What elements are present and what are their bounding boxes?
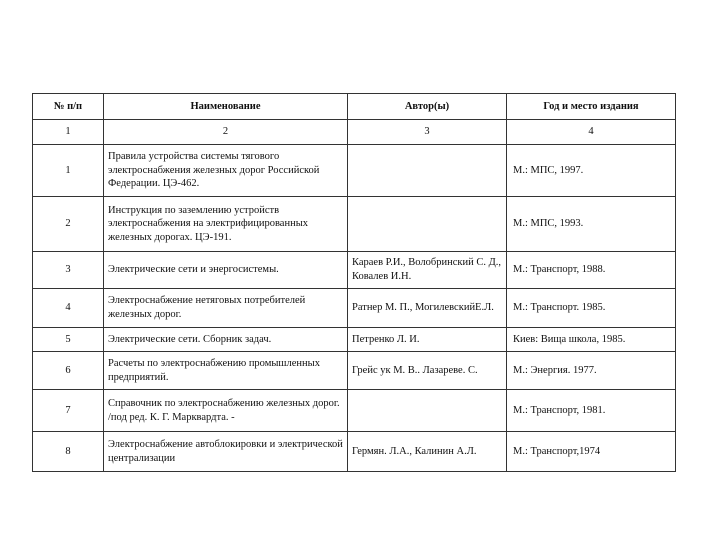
row-publication: М.: Транспорт. 1985. xyxy=(507,289,676,328)
column-number: 1 xyxy=(33,120,104,145)
table-row xyxy=(33,390,676,432)
header-title: Наименование xyxy=(104,94,348,120)
row-title: Инструкция по заземлению устройств электроснабжения на электрифицированных железных дорогах. ЦЭ-191. xyxy=(104,197,348,252)
table-row xyxy=(33,145,676,197)
header-publication: Год и место издания xyxy=(507,94,676,120)
table-row xyxy=(33,432,676,472)
table-row xyxy=(33,328,676,352)
row-authors: Грейс ук М. В.. Лазареве. С. xyxy=(348,352,507,390)
row-title: Электроснабжение нетяговых потребителей железных дорог. xyxy=(104,289,348,328)
row-authors: Петренко Л. И. xyxy=(348,328,507,352)
column-number: 2 xyxy=(104,120,348,145)
row-title: Электроснабжение автоблокировки и электрической централизации xyxy=(104,432,348,472)
table-row xyxy=(33,197,676,252)
row-authors xyxy=(348,145,507,197)
table-row xyxy=(33,352,676,390)
row-authors: Ратнер М. П., МогилевскийЕ.Л. xyxy=(348,289,507,328)
row-authors xyxy=(348,390,507,432)
row-number: 8 xyxy=(33,432,104,472)
header-authors: Автор(ы) xyxy=(348,94,507,120)
row-publication: М.: Энергия. 1977. xyxy=(507,352,676,390)
row-title: Правила устройства системы тягового электроснабжения железных дорог Российской Федерации. ЦЭ-462. xyxy=(104,145,348,197)
header-row xyxy=(33,94,676,120)
row-publication: М.: Транспорт,1974 xyxy=(507,432,676,472)
row-authors: Караев Р.И., Волобринский С. Д., Ковалев И.Н. xyxy=(348,252,507,289)
row-title: Электрические сети. Сборник задач. xyxy=(104,328,348,352)
row-number: 5 xyxy=(33,328,104,352)
row-publication: Киев: Вища школа, 1985. xyxy=(507,328,676,352)
table-row xyxy=(33,289,676,328)
row-number: 6 xyxy=(33,352,104,390)
row-number: 7 xyxy=(33,390,104,432)
row-title: Справочник по электроснабжению железных дорог. /под ред. К. Г. Марквардта. - xyxy=(104,390,348,432)
row-publication: М.: Транспорт, 1981. xyxy=(507,390,676,432)
row-number: 3 xyxy=(33,252,104,289)
reference-table xyxy=(32,93,676,472)
row-title: Расчеты по электроснабжению промышленных предприятий. xyxy=(104,352,348,390)
column-numbering-row xyxy=(33,120,676,145)
row-number: 2 xyxy=(33,197,104,252)
table-row xyxy=(33,252,676,289)
column-number: 3 xyxy=(348,120,507,145)
row-authors: Гермян. Л.А., Калинин А.Л. xyxy=(348,432,507,472)
row-publication: М.: Транспорт, 1988. xyxy=(507,252,676,289)
column-number: 4 xyxy=(507,120,676,145)
row-title: Электрические сети и энергосистемы. xyxy=(104,252,348,289)
row-authors xyxy=(348,197,507,252)
header-number: № п/п xyxy=(33,94,104,120)
row-number: 4 xyxy=(33,289,104,328)
row-number: 1 xyxy=(33,145,104,197)
row-publication: М.: МПС, 1997. xyxy=(507,145,676,197)
row-publication: М.: МПС, 1993. xyxy=(507,197,676,252)
